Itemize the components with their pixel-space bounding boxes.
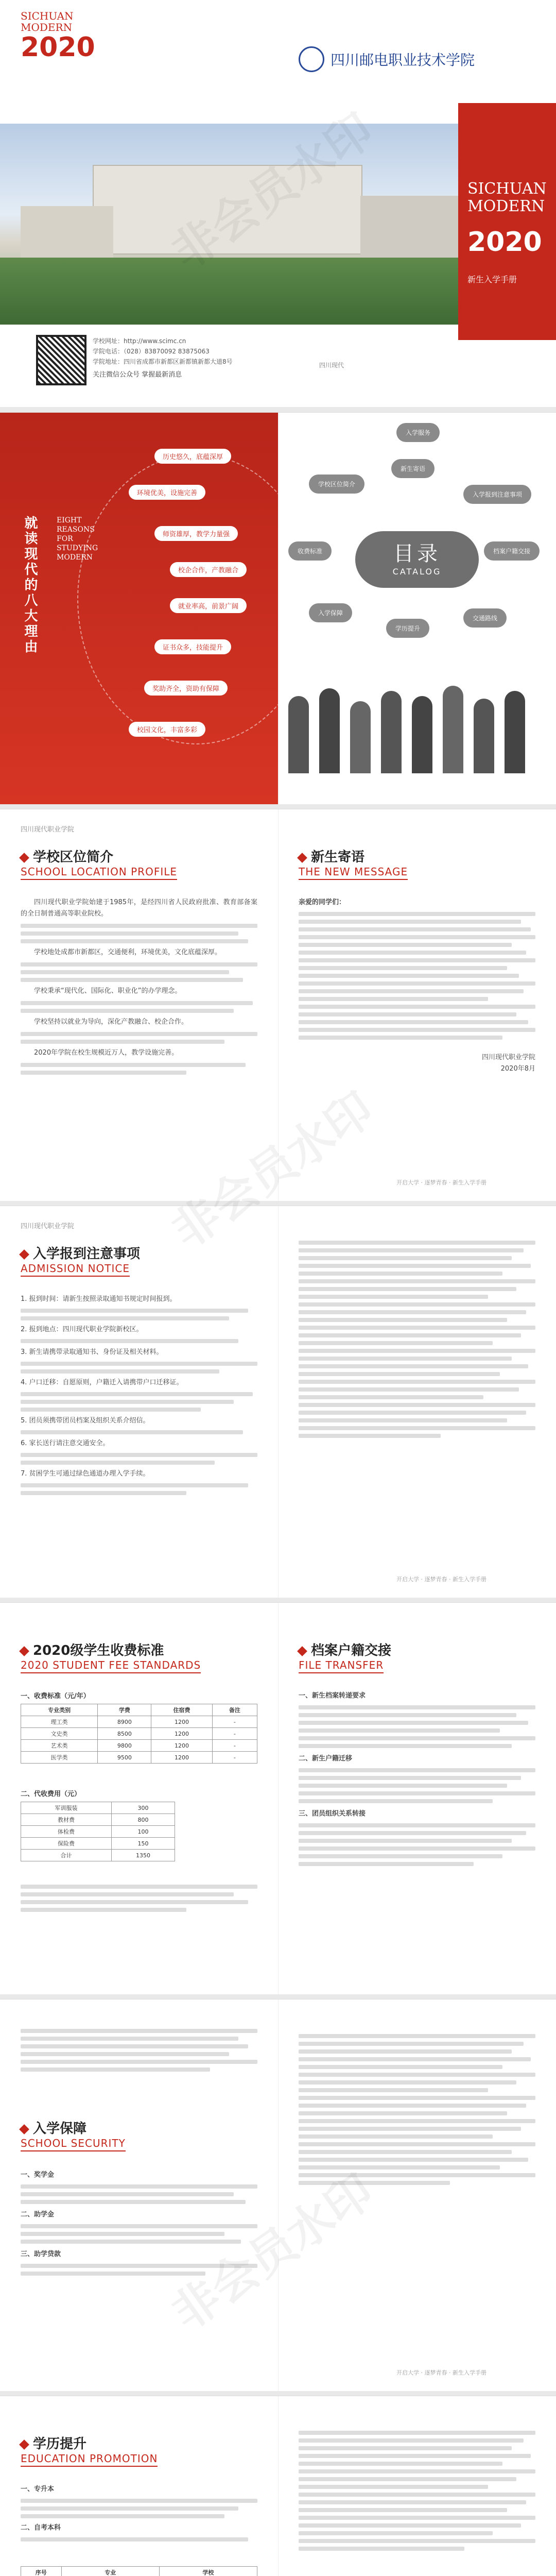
cover-red-panel bbox=[458, 103, 556, 340]
security-page-continued bbox=[278, 1999, 556, 2391]
notice-item: 2. 报到地点：四川现代职业学院新校区。 bbox=[21, 1326, 143, 1333]
table-row: 文史类 8500 1200 - bbox=[21, 1728, 257, 1740]
school-message-spread bbox=[0, 809, 556, 1201]
diamond-icon bbox=[297, 853, 307, 863]
security-intro bbox=[21, 2025, 257, 2075]
notice-item: 4. 户口迁移：自愿原则，户籍迁入请携带户口迁移证。 bbox=[21, 1379, 183, 1386]
follow-text: 关注微信公众号 掌握最新消息 bbox=[93, 371, 182, 379]
fees-archive-spread bbox=[0, 1602, 556, 1994]
table-row: 教材费 800 bbox=[21, 1814, 175, 1826]
table-row: 体检费 100 bbox=[21, 1826, 175, 1838]
catalog-item: 收费标准 bbox=[288, 541, 332, 561]
catalog-item: 学历提升 bbox=[386, 619, 429, 638]
people-silhouettes bbox=[288, 681, 546, 773]
notice-item: 7. 贫困学生可通过绿色通道办理入学手续。 bbox=[21, 1470, 150, 1478]
promotion-spread bbox=[0, 2396, 556, 2576]
archive-subtitle: 三、团员组织关系转接 bbox=[299, 1810, 366, 1818]
notice-page-continued bbox=[278, 1206, 556, 1598]
fees-table-2 bbox=[21, 1802, 175, 1861]
promotion-subtitle: 一、专升本 bbox=[21, 2485, 55, 2493]
notice-item: 1. 报到时间：请新生按照录取通知书规定时间报到。 bbox=[21, 1295, 177, 1303]
school-text: 四川现代职业学院始建于1985年，是经四川省人民政府批准、教育部备案的全日制普通高等职业院校。 学校地处成都市新都区，交通便利，环境优美，文化底蕴深厚。 学校秉承“现代化、国际化、职业化”的办学理念。 学校坚持以就业为导向，深化产教融合、校企合作。 2020年学院在校生规模近万人，教学设施完善。 bbox=[21, 897, 257, 1078]
catalog-title: 目录 bbox=[393, 542, 441, 566]
security-spread bbox=[0, 1999, 556, 2391]
cover-page bbox=[0, 0, 556, 407]
catalog-title-en: CATALOG bbox=[392, 567, 442, 577]
message-date: 2020年8月 bbox=[500, 1065, 535, 1073]
notice-continued-text bbox=[299, 1237, 535, 1442]
reason-item: 奖助齐全，资助有保障 bbox=[144, 681, 228, 696]
catalog-item: 入学报到注意事项 bbox=[463, 485, 531, 504]
reason-item: 历史悠久，底蕴深厚 bbox=[154, 449, 231, 464]
security-subtitle: 三、助学贷款 bbox=[21, 2250, 61, 2258]
diamond-icon bbox=[297, 1646, 307, 1656]
toc-spread bbox=[0, 412, 556, 804]
table-row: 合计 1350 bbox=[21, 1850, 175, 1861]
diamond-icon bbox=[19, 1646, 29, 1656]
cover-title-block bbox=[21, 10, 95, 62]
cover-year-side: 2020 bbox=[467, 227, 542, 258]
page-header-logo: 四川现代职业学院 bbox=[21, 826, 75, 834]
reasons-slogan-en: EIGHT REASONS FOR STUDYING MODERN bbox=[57, 516, 98, 562]
catalog-item: 新生寄语 bbox=[391, 459, 435, 478]
section-title-fees: 2020级学生收费标准 2020 STUDENT FEE STANDARDS bbox=[21, 1640, 201, 1671]
promotion-page bbox=[0, 2396, 279, 2576]
table-row: 理工类 8900 1200 - bbox=[21, 1716, 257, 1728]
archive-page bbox=[278, 1603, 556, 1994]
campus-building bbox=[360, 196, 474, 258]
school-logo bbox=[299, 46, 475, 72]
page-footer: 开启大学 · 逐梦青春 · 新生入学手册 bbox=[396, 1576, 486, 1583]
handbook-title: 新生入学手册 bbox=[467, 275, 517, 284]
promotion-text bbox=[21, 2484, 257, 2545]
reason-item: 校园文化，丰富多彩 bbox=[129, 722, 205, 737]
promotion-page-continued bbox=[278, 2396, 556, 2576]
archive-subtitle: 二、新生户籍迁移 bbox=[299, 1755, 353, 1762]
cover-contact: 学校网址：http://www.scimc.cn 学院电话：（028）83870092 83875063 学院地址：四川省成都市新都区新都镇新都大道8号 关注微信公众号 掌握最新消息 bbox=[93, 336, 233, 380]
reason-item: 校企合作，产教融合 bbox=[170, 562, 247, 577]
message-text: 亲爱的同学们： 四川现代职业学院 2020年8月 bbox=[299, 897, 535, 1075]
security-subtitle: 二、助学金 bbox=[21, 2211, 55, 2218]
school-profile-page bbox=[0, 809, 279, 1201]
fees-section-1: 一、收费标准（元/年） bbox=[21, 1692, 90, 1700]
catalog-item: 学校区位简介 bbox=[309, 474, 364, 494]
section-title-security: 入学保障 SCHOOL SECURITY bbox=[21, 2118, 126, 2149]
catalog-item: 入学保障 bbox=[309, 603, 352, 622]
section-title-archive: 档案户籍交接 FILE TRANSFER bbox=[299, 1640, 391, 1671]
school-emblem-icon bbox=[299, 46, 324, 72]
section-title-promotion: 学历提升 EDUCATION PROMOTION bbox=[21, 2433, 158, 2465]
school-name: 四川邮电职业技术学院 bbox=[331, 52, 475, 69]
archive-text bbox=[299, 1690, 535, 1870]
page-footer: 开启大学 · 逐梦青春 · 新生入学手册 bbox=[396, 1179, 486, 1186]
catalog-cloud bbox=[355, 531, 479, 588]
section-title-school: 学校区位简介 SCHOOL LOCATION PROFILE bbox=[21, 846, 177, 878]
reasons-slogan: 就读现代的八大理由 bbox=[22, 516, 38, 655]
promotion-continued-text bbox=[299, 2427, 535, 2554]
promotion-subtitle: 二、自考本科 bbox=[21, 2524, 61, 2532]
catalog-panel bbox=[278, 413, 556, 804]
fees-table: 专业类别 学费 住宿费 备注 理工类 8900 1200 - 文史类 8500 1200 - 艺术类 9800 1200 - 医学类 9500 1200 - bbox=[21, 1704, 257, 1764]
qr-code-icon bbox=[36, 335, 86, 385]
notice-item: 5. 团员须携带团员档案及组织关系介绍信。 bbox=[21, 1417, 150, 1425]
campus-building bbox=[21, 206, 113, 258]
message-signature: 四川现代职业学院 bbox=[481, 1054, 535, 1061]
notice-list bbox=[21, 1294, 257, 1499]
fees-section-2: 二、代收费用（元） bbox=[21, 1790, 81, 1798]
security-subtitle: 一、奖学金 bbox=[21, 2171, 55, 2179]
diamond-icon bbox=[19, 853, 29, 863]
notice-page bbox=[0, 1206, 279, 1598]
diamond-icon bbox=[19, 2439, 29, 2450]
security-continued-text bbox=[299, 2030, 535, 2189]
fees-page bbox=[0, 1603, 279, 1994]
table-row: 医学类 9500 1200 - bbox=[21, 1752, 257, 1764]
diamond-icon bbox=[19, 1249, 29, 1260]
new-message-page bbox=[278, 809, 556, 1201]
section-title-message: 新生寄语 THE NEW MESSAGE bbox=[299, 846, 408, 878]
catalog-item: 交通路线 bbox=[463, 608, 507, 628]
security-text bbox=[21, 2170, 257, 2279]
security-page bbox=[0, 1999, 279, 2391]
reason-item: 证书众多，技能提升 bbox=[154, 639, 231, 654]
campus-building bbox=[93, 165, 362, 255]
page-footer: 开启大学 · 逐梦青春 · 新生入学手册 bbox=[396, 2369, 486, 2376]
page-header-logo: 四川现代职业学院 bbox=[21, 1223, 75, 1230]
catalog-item: 档案户籍交接 bbox=[484, 541, 540, 561]
cover-sichuan-modern: SICHUAN MODERN bbox=[21, 10, 74, 33]
archive-subtitle: 一、新生档案转递要求 bbox=[299, 1692, 366, 1700]
notice-item: 3. 新生请携带录取通知书、身份证及相关材料。 bbox=[21, 1348, 163, 1356]
cover-sichuan-modern-side: SICHUAN MODERN bbox=[467, 180, 547, 215]
promotion-table: 序号 专业 学校 bbox=[21, 2566, 257, 2576]
table-row: 军训服装 300 bbox=[21, 1802, 175, 1814]
notice-spread bbox=[0, 1206, 556, 1598]
cover-page-label: 四川现代 bbox=[319, 362, 344, 369]
diamond-icon bbox=[19, 2124, 29, 2134]
reason-item: 师资雄厚，教学力量强 bbox=[154, 526, 238, 541]
catalog-item: 入学服务 bbox=[396, 423, 440, 442]
cover-year: 2020 bbox=[21, 32, 95, 63]
fees-notes bbox=[21, 1881, 257, 1916]
reasons-panel bbox=[0, 413, 279, 804]
reason-item: 就业率高，前景广阔 bbox=[170, 598, 247, 613]
section-title-notice: 入学报到注意事项 ADMISSION NOTICE bbox=[21, 1243, 140, 1275]
table-row: 艺术类 9800 1200 - bbox=[21, 1740, 257, 1752]
reason-item: 环境优美，设施完善 bbox=[129, 485, 205, 500]
notice-item: 6. 家长送行请注意交通安全。 bbox=[21, 1439, 110, 1447]
table-row: 保险费 150 bbox=[21, 1838, 175, 1850]
